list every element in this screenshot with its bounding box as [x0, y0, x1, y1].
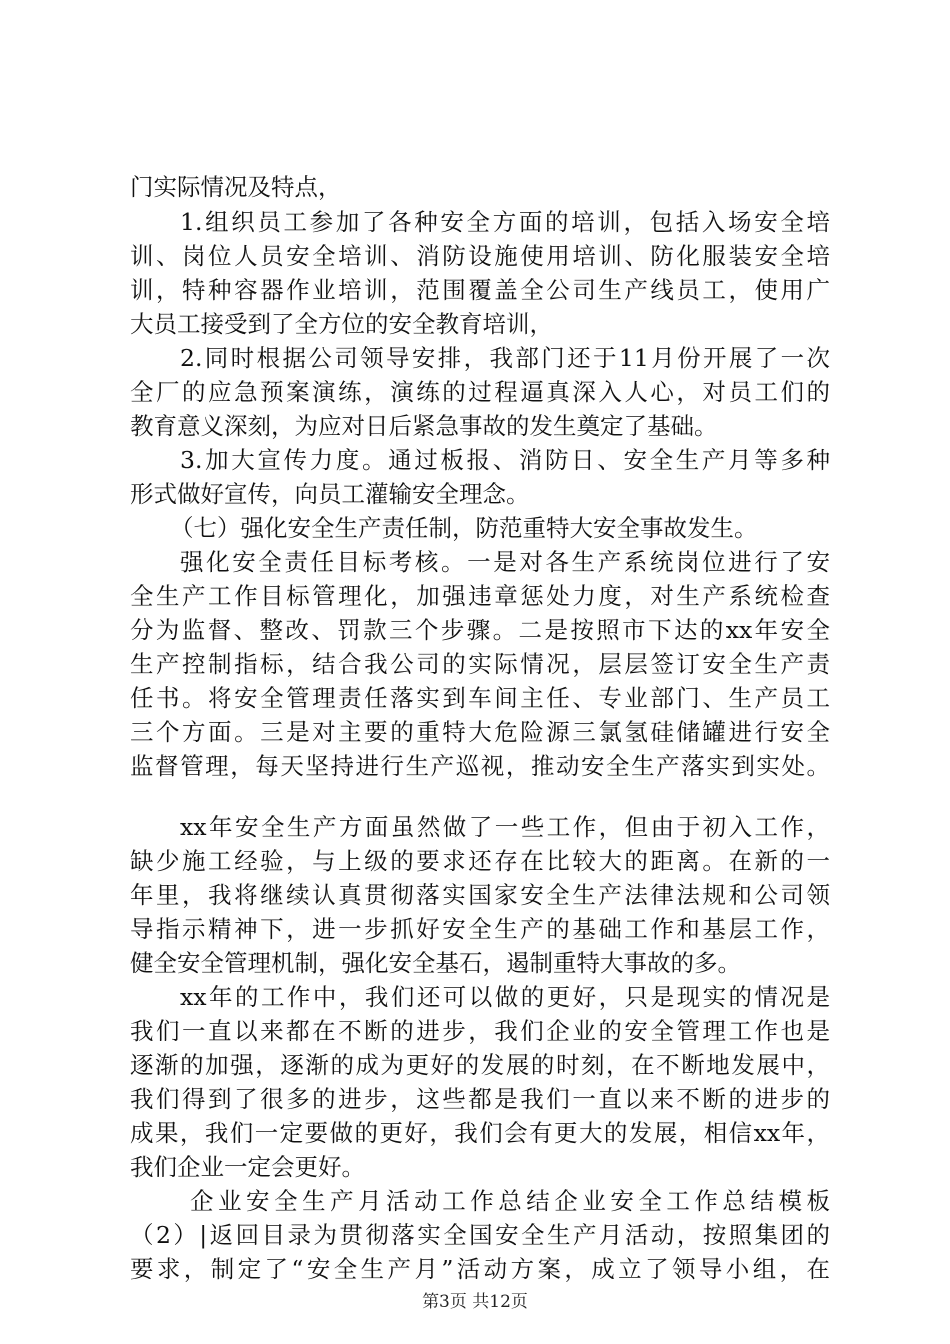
text-line: 任书。将安全管理责任落实到车间主任、专业部门、生产员工 — [130, 684, 830, 712]
text-line: 1.组织员工参加了各种安全方面的培训，包括入场安全培 — [180, 208, 830, 236]
text-line: 全厂的应急预案演练，演练的过程逼真深入人心，对员工们的 — [130, 378, 830, 406]
text-line: （2）|返回目录为贯彻落实全国安全生产月活动，按照集团的 — [130, 1221, 830, 1249]
text-line: 逐渐的加强，逐渐的成为更好的发展的时刻，在不断地发展中， — [130, 1051, 830, 1079]
section-heading: （七）强化安全生产责任制，防范重特大安全事故发生。 — [170, 514, 758, 542]
text-line: xx年的工作中，我们还可以做的更好，只是现实的情况是 — [180, 983, 830, 1011]
text-line: 导指示精神下，进一步抓好安全生产的基础工作和基层工作， — [130, 915, 830, 943]
text-line: 监督管理，每天坚持进行生产巡视，推动安全生产落实到实处。 — [130, 752, 830, 780]
text-line: 要求，制定了“安全生产月”活动方案，成立了领导小组，在 — [130, 1255, 830, 1283]
text-line: 强化安全责任目标考核。一是对各生产系统岗位进行了安 — [180, 548, 830, 576]
text-line: 教育意义深刻，为应对日后紧急事故的发生奠定了基础。 — [130, 412, 718, 440]
text-line: 缺少施工经验，与上级的要求还存在比较大的距离。在新的一 — [130, 847, 830, 875]
text-line: 大员工接受到了全方位的安全教育培训， — [130, 310, 553, 338]
text-line: 形式做好宣传，向员工灌输安全理念。 — [130, 480, 530, 508]
text-line: 健全安全管理机制，强化安全基石，遏制重特大事故的多。 — [130, 949, 741, 977]
text-line: 2.同时根据公司领导安排，我部门还于11月份开展了一次 — [180, 344, 830, 372]
text-line: 3.加大宣传力度。通过板报、消防日、安全生产月等多种 — [180, 446, 830, 474]
text-line: 我们得到了很多的进步，这些都是我们一直以来不断的进步的 — [130, 1085, 830, 1113]
text-line: xx年安全生产方面虽然做了一些工作，但由于初入工作， — [180, 813, 830, 841]
page-footer: 第3页 共12页 — [422, 1292, 528, 1312]
text-line: 全生产工作目标管理化，加强违章惩处力度，对生产系统检查 — [130, 582, 830, 610]
text-line: 生产控制指标，结合我公司的实际情况，层层签订安全生产责 — [130, 650, 830, 678]
text-line: 三个方面。三是对主要的重特大危险源三氯氢硅储罐进行安全 — [130, 718, 830, 746]
text-line: 门实际情况及特点， — [130, 173, 342, 201]
text-line: 企业安全生产月活动工作总结企业安全工作总结模板 — [190, 1187, 830, 1215]
text-line: 训，特种容器作业培训，范围覆盖全公司生产线员工，使用广 — [130, 276, 830, 304]
text-line: 成果，我们一定要做的更好，我们会有更大的发展，相信xx年， — [130, 1119, 830, 1147]
text-line: 我们企业一定会更好。 — [130, 1153, 365, 1181]
text-line: 分为监督、整改、罚款三个步骤。二是按照市下达的xx年安全 — [130, 616, 830, 644]
text-line: 训、岗位人员安全培训、消防设施使用培训、防化服装安全培 — [130, 242, 830, 270]
text-line: 年里，我将继续认真贯彻落实国家安全生产法律法规和公司领 — [130, 881, 830, 909]
text-line: 我们一直以来都在不断的进步，我们企业的安全管理工作也是 — [130, 1017, 830, 1045]
